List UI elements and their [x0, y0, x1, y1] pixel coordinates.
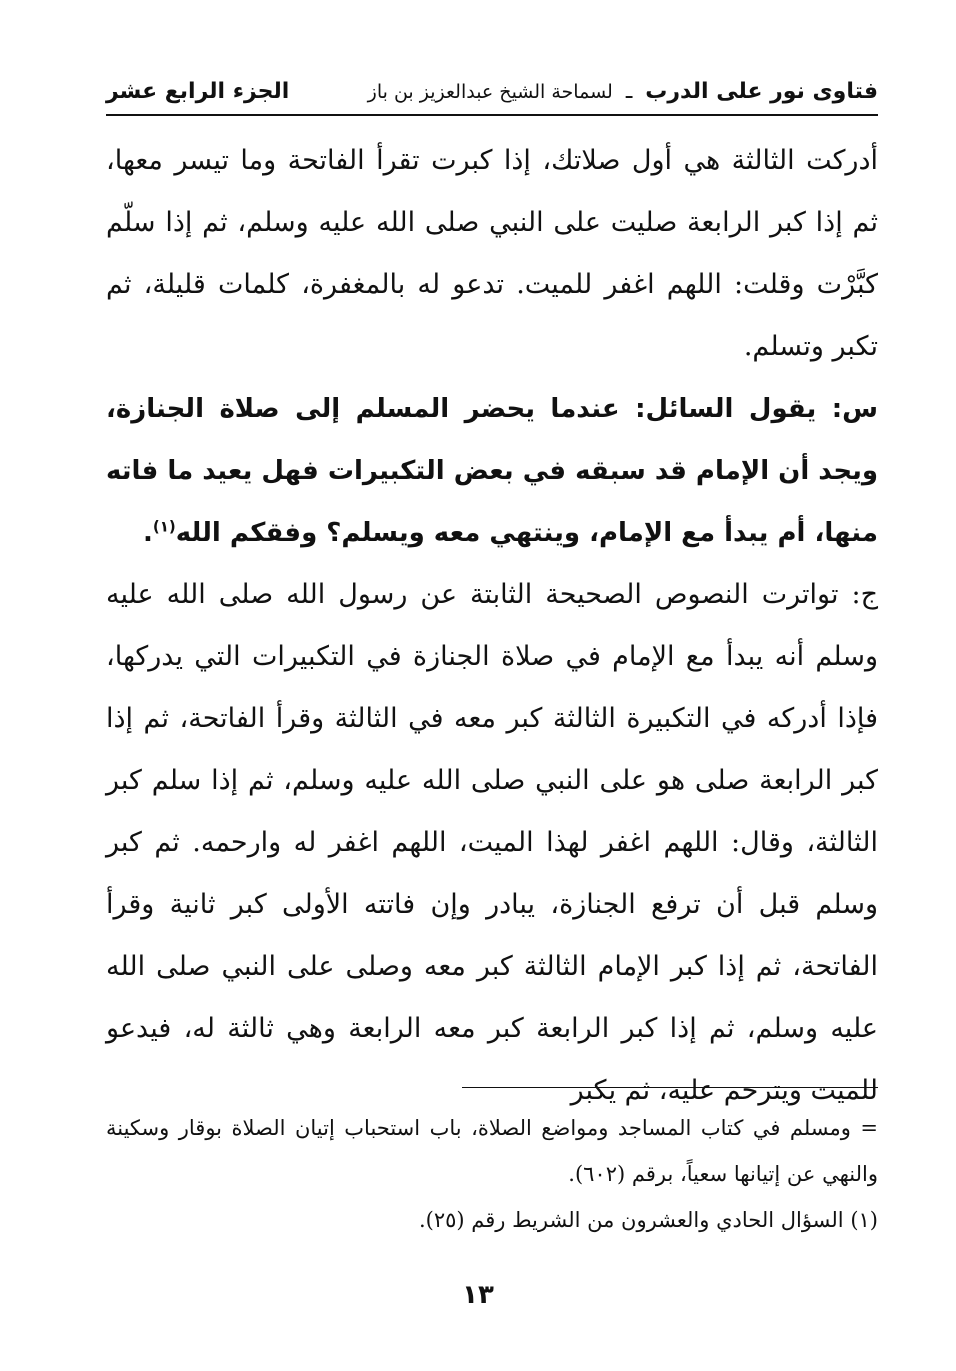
question-paragraph: [106, 378, 878, 564]
author-name: لسماحة الشيخ عبدالعزيز بن باز: [367, 81, 613, 103]
running-header: [106, 70, 878, 116]
footnote-continuation: = ومسلم في كتاب المساجد ومواضع الصلاة، باب استحباب إتيان الصلاة بوقار وسكينة والنهي عن إتيانها سعياً، برقم (٦٠٢).: [106, 1116, 878, 1186]
header-separator: ـ: [625, 79, 633, 104]
volume-label: الجزء الرابع عشر: [106, 79, 290, 104]
question-end: .: [142, 518, 153, 548]
footnote-1: (١) السؤال الحادي والعشرون من الشريط رقم (٢٥).: [418, 1208, 878, 1232]
question-label: س:: [816, 394, 879, 424]
footnote-reference: (١): [152, 517, 176, 536]
footnotes: [106, 1105, 878, 1243]
book-title: فتاوى نور على الدرب: [645, 79, 878, 104]
question-text: يقول السائل: عندما يحضر المسلم إلى صلاة الجنازة، ويجد أن الإمام قد سبقه في بعض التكبيرات فهل يعيد ما فاته منها، أم يبدأ مع الإمام، وينتهي معه ويسلم؟ وفقكم الله: [106, 394, 878, 548]
answer-paragraph: ج: تواترت النصوص الصحيحة الثابتة عن رسول الله صلى الله عليه وسلم أنه يبدأ مع الإمام في صلاة الجنازة في التكبيرات التي يدركها، فإذا أدركه في التكبيرة الثالثة كبر معه في الثالثة وقرأ الفاتحة، ثم إذا كبر الرابعة صلى هو على النبي صلى الله عليه وسلم، ثم إذا سلم كبر الثالثة، وقال: اللهم اغفر لهذا الميت، اللهم اغفر له وارحمه. ثم كبر وسلم قبل أن ترفع الجنازة، يبادر وإن فاتته الأولى كبر ثانية وقرأ الفاتحة، ثم إذا كبر الإمام الثالثة كبر معه وصلى على النبي صلى الله عليه وسلم، ثم إذا كبر الرابعة كبر معه الرابعة وهي ثالثة له، فيدعو للميت ويترحم عليه، ثم يكبر: [106, 579, 878, 1106]
page-number: ١٣: [462, 1280, 494, 1310]
paragraph-continuation: أدركت الثالثة هي أول صلاتك، إذا كبرت تقرأ الفاتحة وما تيسر معها، ثم إذا كبر الرابعة صليت على النبي صلى الله عليه وسلم، ثم إذا سلّم كبَّرْت وقلت: اللهم اغفر للميت. تدعو له بالمغفرة، كلمات قليلة، ثم تكبر وتسلم.: [106, 145, 878, 362]
footnote-divider: [462, 1087, 878, 1088]
header-book-title-group: [368, 81, 878, 103]
main-text: [106, 130, 878, 1122]
